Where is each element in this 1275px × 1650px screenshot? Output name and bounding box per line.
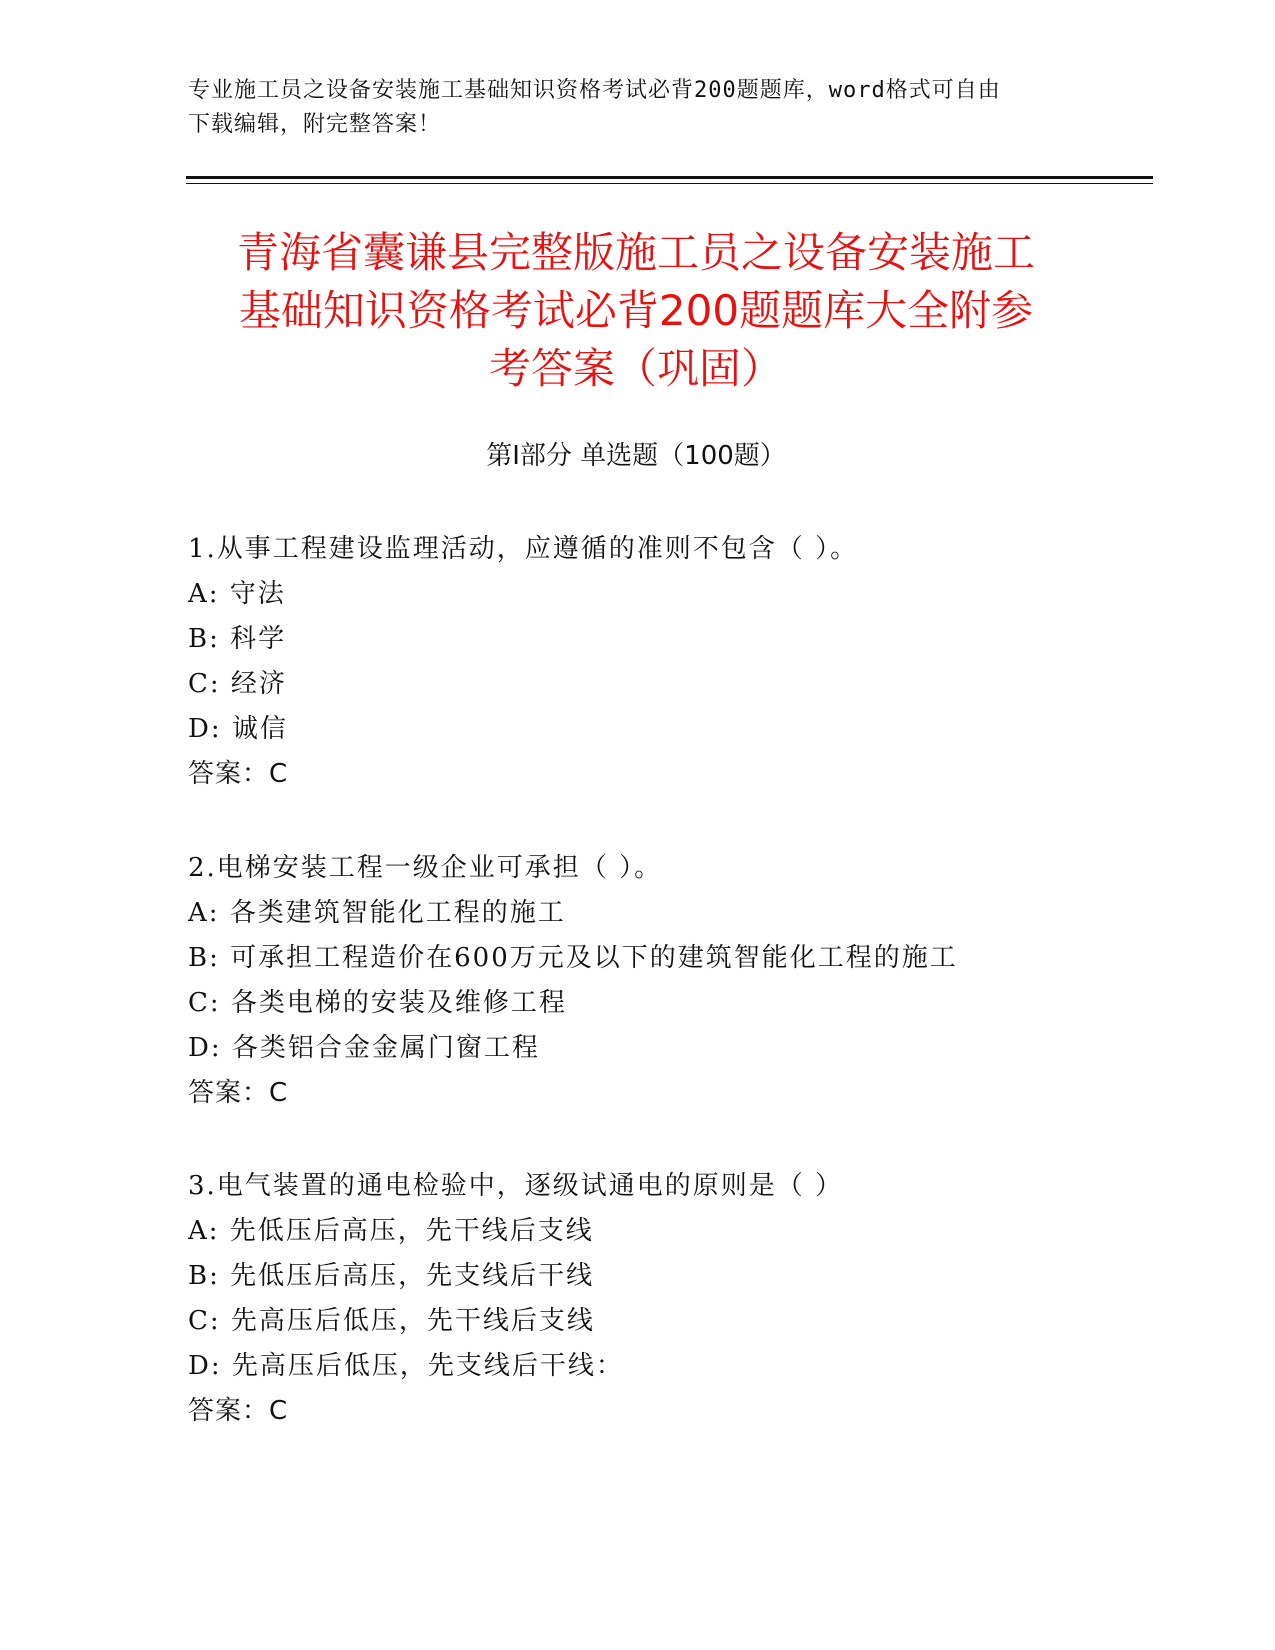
- header-note: [188, 74, 1088, 142]
- document-title: [186, 224, 1086, 398]
- option-d: D: 先高压后低压，先支线后干线：: [188, 1351, 624, 1381]
- answer-label: 答案：C: [188, 1078, 289, 1108]
- option-d: D: 诚信: [188, 714, 288, 744]
- question-stem: 1.从事工程建设监理活动，应遵循的准则不包含（ ）。: [188, 534, 859, 564]
- header-divider-thin: [186, 183, 1153, 184]
- option-a: A: 守法: [188, 579, 286, 609]
- question-stem: 2.电梯安装工程一级企业可承担（ ）。: [188, 853, 663, 883]
- document-title-line-3: 考答案（巩固）: [488, 344, 783, 393]
- question-item: [188, 527, 1188, 797]
- document-title-line-2: 基础知识资格考试必背200题题库大全附参: [238, 286, 1034, 335]
- header-divider-thick: [186, 176, 1153, 179]
- option-b: B: 科学: [188, 624, 287, 654]
- option-c: C: 各类电梯的安装及维修工程: [188, 988, 567, 1018]
- question-stem: 3.电气装置的通电检验中，逐级试通电的原则是（ ）: [188, 1171, 844, 1201]
- document-title-line-1: 青海省囊谦县完整版施工员之设备安装施工: [236, 228, 1035, 277]
- answer-label: 答案：C: [188, 759, 289, 789]
- option-a: A: 先低压后高压，先干线后支线: [188, 1216, 594, 1246]
- option-c: C: 先高压后低压，先干线后支线: [188, 1306, 595, 1336]
- header-note-line-1: 专业施工员之设备安装施工基础知识资格考试必背200题题库，word格式可自由: [188, 78, 1001, 103]
- option-b: B: 可承担工程造价在600万元及以下的建筑智能化工程的施工: [188, 943, 958, 973]
- section-title: 第Ⅰ部分 单选题（100题）: [486, 441, 786, 471]
- question-item: [188, 846, 1188, 1116]
- option-a: A: 各类建筑智能化工程的施工: [188, 898, 566, 928]
- option-c: C: 经济: [188, 669, 287, 699]
- option-b: B: 先低压后高压，先支线后干线: [188, 1261, 595, 1291]
- answer-label: 答案：C: [188, 1396, 289, 1426]
- header-note-line-2: 下载编辑，附完整答案！: [188, 112, 442, 137]
- option-d: D: 各类铝合金金属门窗工程: [188, 1033, 540, 1063]
- question-item: [188, 1164, 1188, 1434]
